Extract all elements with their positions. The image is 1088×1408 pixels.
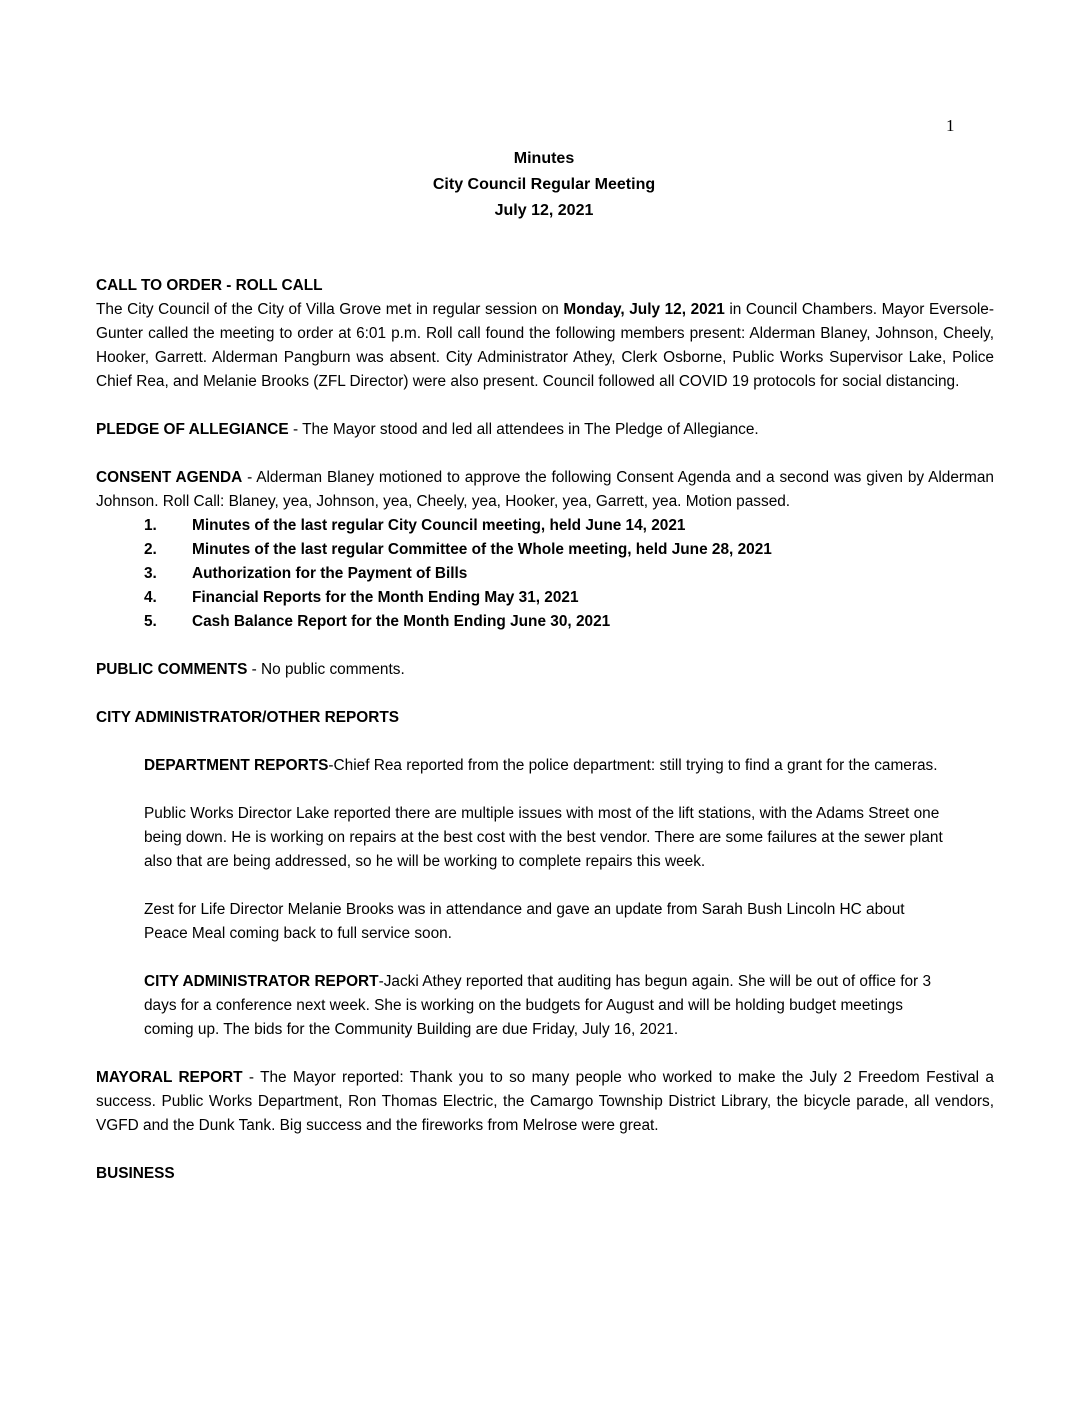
list-item bbox=[96, 538, 994, 562]
call-to-order-heading: CALL TO ORDER - ROLL CALL bbox=[96, 277, 323, 294]
list-item-number: 2. bbox=[144, 541, 157, 558]
title-line-date: July 12, 2021 bbox=[494, 202, 594, 219]
consent-paragraph bbox=[96, 466, 994, 514]
call-to-order-text-1: The City Council of the City of Villa Grove met in regular session on bbox=[96, 301, 564, 318]
page-number: 1 bbox=[946, 116, 955, 135]
meeting-date-bold: Monday, July 12, 2021 bbox=[563, 301, 725, 318]
title-block bbox=[0, 146, 1088, 224]
consent-heading: CONSENT AGENDA bbox=[96, 469, 243, 486]
list-item bbox=[96, 562, 994, 586]
list-item bbox=[96, 610, 994, 634]
list-item-text: Minutes of the last regular City Council meeting, held June 14, 2021 bbox=[192, 517, 686, 534]
list-item-number: 3. bbox=[144, 565, 157, 582]
minutes-body bbox=[96, 274, 994, 1210]
pledge-heading: PLEDGE OF ALLEGIANCE bbox=[96, 421, 289, 438]
list-item-text: Financial Reports for the Month Ending May 31, 2021 bbox=[192, 589, 579, 606]
list-item bbox=[96, 514, 994, 538]
city-admin-reports-heading: CITY ADMINISTRATOR/OTHER REPORTS bbox=[96, 709, 399, 726]
public-comments-paragraph bbox=[96, 658, 994, 682]
mayoral-report-text: - The Mayor reported: Thank you to so many people who worked to make the July 2 Freedom Festival a success. Public Works Department, Ron Thomas Electric, the Camargo Township District Library, the bicycle parade, all vendors, VGFD and the Dunk Tank. Big success and the fireworks from Melrose were great. bbox=[96, 1069, 994, 1134]
department-reports-heading: DEPARTMENT REPORTS bbox=[144, 757, 329, 774]
list-item-number: 1. bbox=[144, 517, 157, 534]
list-item-text: Minutes of the last regular Committee of the Whole meeting, held June 28, 2021 bbox=[192, 541, 772, 558]
public-comments-heading: PUBLIC COMMENTS bbox=[96, 661, 248, 678]
call-to-order-text-2: in Council Chambers. Mayor Eversole-Gunter called the meeting to order at 6:01 p.m. Roll call found the following members present: Alderman Blaney, Johnson, Cheely, Hooker, Garrett. Alderman Pangburn was absent. City Administrator Athey, Clerk Osborne, Public Works Supervisor Lake, Police Chief Rea, and Melanie Brooks (ZFL Director) were also present. Council followed all COVID 19 protocols for social distancing. bbox=[96, 301, 994, 390]
public-works-paragraph: Public Works Director Lake reported there are multiple issues with most of the lift stations, with the Adams Street one being down. He is working on repairs at the best cost with the best vendor. There are some failures at the sewer plant also that are being addressed, so he will be working to complete repairs this week. bbox=[144, 805, 943, 870]
department-reports-text: -Chief Rea reported from the police department: still trying to find a grant for the cameras. bbox=[328, 757, 938, 774]
pledge-text: - The Mayor stood and led all attendees in The Pledge of Allegiance. bbox=[288, 421, 759, 438]
consent-text: - Alderman Blaney motioned to approve the following Consent Agenda and a second was given by Alderman Johnson. Roll Call: Blaney, yea, Johnson, yea, Cheely, yea, Hooker, yea, Garrett, yea. Motion passed. bbox=[96, 469, 994, 510]
list-item bbox=[96, 586, 994, 610]
title-line-minutes: Minutes bbox=[513, 150, 575, 167]
city-administrator-report-text: -Jacki Athey reported that auditing has begun again. She will be out of office for 3 days for a conference next week. She is working on the budgets for August and will be holding budget meetings coming up. The bids for the Community Building are due Friday, July 16, 2021. bbox=[144, 973, 932, 1038]
list-item-text: Cash Balance Report for the Month Ending June 30, 2021 bbox=[192, 613, 611, 630]
business-heading: BUSINESS bbox=[96, 1165, 175, 1182]
city-administrator-report-paragraph bbox=[144, 970, 944, 1042]
mayoral-report-paragraph bbox=[96, 1066, 994, 1138]
consent-agenda-list bbox=[96, 514, 994, 634]
list-item-text: Authorization for the Payment of Bills bbox=[192, 565, 468, 582]
list-item-number: 4. bbox=[144, 589, 157, 606]
title-line-meeting: City Council Regular Meeting bbox=[432, 176, 656, 193]
list-item-number: 5. bbox=[144, 613, 157, 630]
city-administrator-report-heading: CITY ADMINISTRATOR REPORT bbox=[144, 973, 379, 990]
call-to-order-paragraph bbox=[96, 298, 994, 394]
mayoral-report-heading: MAYORAL REPORT bbox=[96, 1069, 243, 1086]
zest-for-life-paragraph: Zest for Life Director Melanie Brooks was in attendance and gave an update from Sarah Bush Lincoln HC about Peace Meal coming back to full service soon. bbox=[144, 901, 905, 942]
pledge-paragraph bbox=[96, 418, 994, 442]
public-comments-text: - No public comments. bbox=[247, 661, 405, 678]
department-reports-paragraph bbox=[144, 754, 944, 778]
